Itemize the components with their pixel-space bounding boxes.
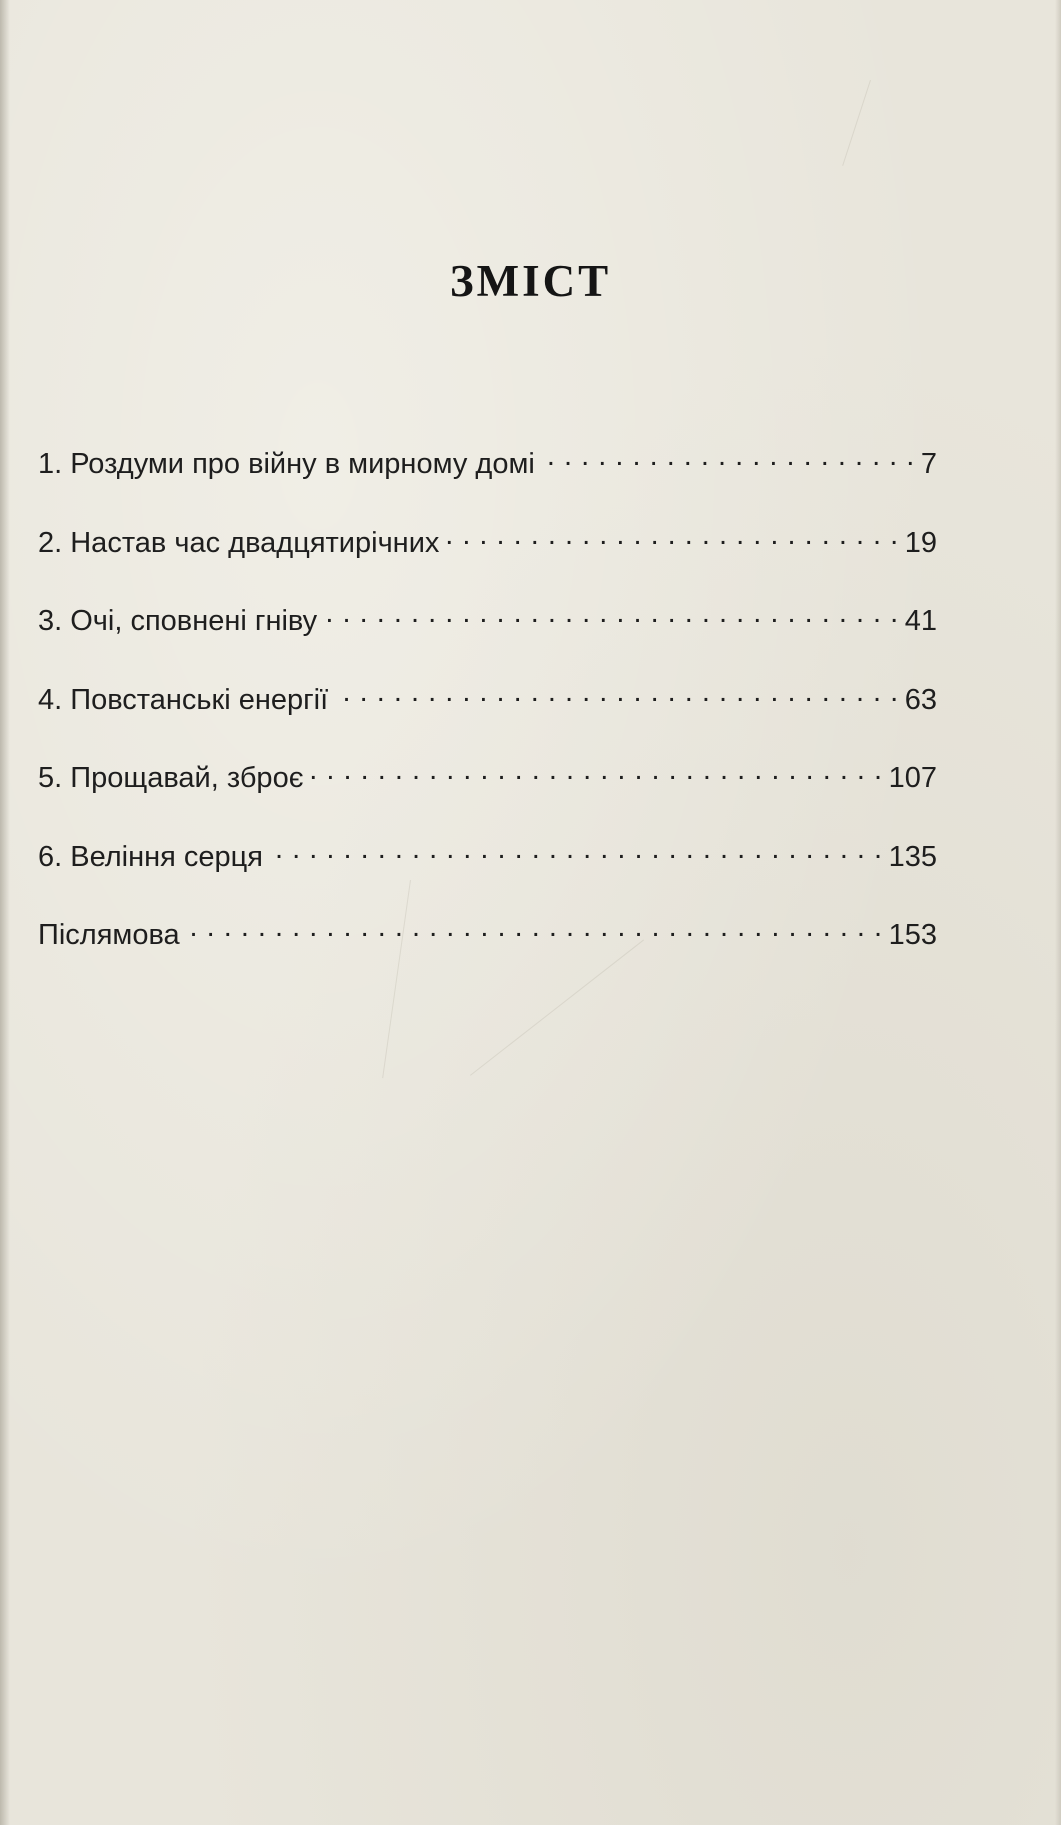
- dot-leader: [445, 523, 898, 552]
- toc-entry-label: Післямова: [38, 919, 180, 951]
- page-title: ЗМІСТ: [449, 256, 612, 306]
- toc-entry-label: 3. Очі, сповнені гніву: [38, 605, 318, 637]
- toc-entry-page: 41: [904, 605, 937, 637]
- toc-entry-6: [38, 837, 937, 916]
- toc-entry-page: 7: [920, 448, 937, 480]
- dot-leader: [186, 915, 883, 944]
- toc-entry-label: 6. Веління серця: [38, 840, 263, 873]
- toc-entry-4: [38, 680, 937, 759]
- dot-leader: [269, 837, 883, 866]
- table-of-contents: [38, 444, 937, 994]
- dot-leader: [541, 444, 915, 473]
- toc-entry-label: 4. Повстанські енергії: [38, 683, 329, 716]
- dot-leader: [310, 758, 883, 787]
- toc-entry-page: 135: [888, 840, 937, 873]
- toc-entry-label: 2. Настав час двадцятирічних: [38, 526, 440, 559]
- toc-entry-afterword: [38, 915, 937, 994]
- toc-entry-1: [38, 444, 937, 523]
- toc-entry-2: [38, 523, 937, 602]
- toc-entry-page: 153: [888, 919, 937, 951]
- dot-leader: [334, 680, 899, 709]
- toc-entry-5: [38, 758, 937, 837]
- paper-crease: [842, 80, 871, 166]
- toc-entry-3: [38, 601, 937, 680]
- dot-leader: [323, 601, 899, 630]
- toc-entry-page: 63: [904, 683, 937, 716]
- toc-entry-page: 19: [904, 526, 937, 559]
- toc-entry-label: 5. Прощавай, зброє: [38, 762, 304, 794]
- toc-entry-page: 107: [888, 762, 937, 794]
- toc-entry-label: 1. Роздуми про війну в мирному домі: [38, 448, 535, 480]
